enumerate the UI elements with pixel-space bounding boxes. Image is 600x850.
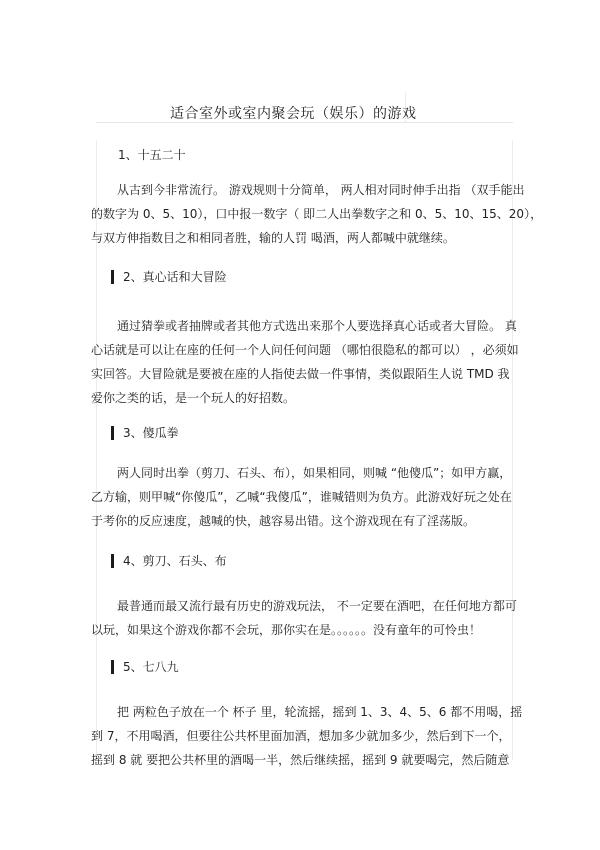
- paragraph-line: 以玩，如果这个游戏你都不会玩，那你实在是。。。。。。没有童年的可怜虫！: [91, 623, 482, 637]
- section-heading-4: 4、剪刀、石头、布: [113, 552, 227, 569]
- section-body-4: [91, 594, 517, 642]
- paragraph-line: 最普通而最又流行最有历史的游戏玩法， 不一定要在酒吧，在任何地方都可: [117, 599, 517, 613]
- section-heading-1: 1、十五二十: [118, 148, 186, 162]
- paragraph-line: 两人同时出拳（剪刀、石头、布），如果相同，则喊 “他傻瓜”；如甲方赢，: [117, 466, 512, 480]
- paragraph-line: 与双方伸指数目之和相同者胜，输的人罚 喝酒，两人都喊中就继续。: [91, 231, 455, 245]
- section-heading-3: 3、傻瓜拳: [113, 424, 179, 441]
- paragraph-line: 心话就是可以让在座的任何一个人问任何问题 （哪怕很隐私的都可以） ，必须如: [91, 343, 519, 357]
- paragraph-line: 于考你的反应速度，越喊的快，越容易出错。这个游戏现在有了淫荡版。: [91, 514, 476, 528]
- paragraph-line: 从古到今非常流行。 游戏规则十分简单， 两人相对同时伸手出指 （双手能出: [117, 183, 525, 197]
- paragraph-line: 把 两粒色子放在一个 杯子 里，轮流摇，摇到 1、3、4、5、6 都不用喝，摇: [117, 705, 523, 719]
- section-body-3: [91, 461, 512, 533]
- section-heading-5: 5、七八九: [113, 658, 179, 675]
- paragraph-line: 的数字为 0、5、10），口中报一数字（ 即二人出拳数字之和 0、5、10、15、20），: [91, 207, 543, 221]
- section-body-2: [91, 314, 519, 410]
- paragraph-line: 实回答。大冒险就是要被在座的人指使去做一件事情，类似跟陌生人说 TMD 我: [91, 367, 510, 381]
- paragraph-line: 通过猜拳或者抽牌或者其他方式选出来那个人要选择真心话或者大冒险。 真: [117, 319, 517, 333]
- paragraph-line: 到 7，不用喝酒，但要往公共杯里面加酒，想加多少就加多少，然后到下一个，: [91, 729, 511, 743]
- paragraph-line: 乙方输，则甲喊“你傻瓜”，乙喊“我傻瓜”，谁喊错则为负方。此游戏好玩之处在: [91, 490, 512, 504]
- section-body-1: [91, 178, 543, 250]
- section-heading-2: 2、真心话和大冒险: [113, 268, 227, 285]
- paragraph-line: 爱你之类的话，是一个玩人的好招数。: [91, 391, 296, 405]
- paragraph-line: 摇到 8 就 要把公共杯里的酒喝一半，然后继续摇，摇到 9 就要喝完，然后随意: [91, 753, 510, 767]
- section-body-5: [91, 700, 523, 772]
- document-title: 适合室外或室内聚会玩（娱乐）的游戏: [170, 106, 417, 122]
